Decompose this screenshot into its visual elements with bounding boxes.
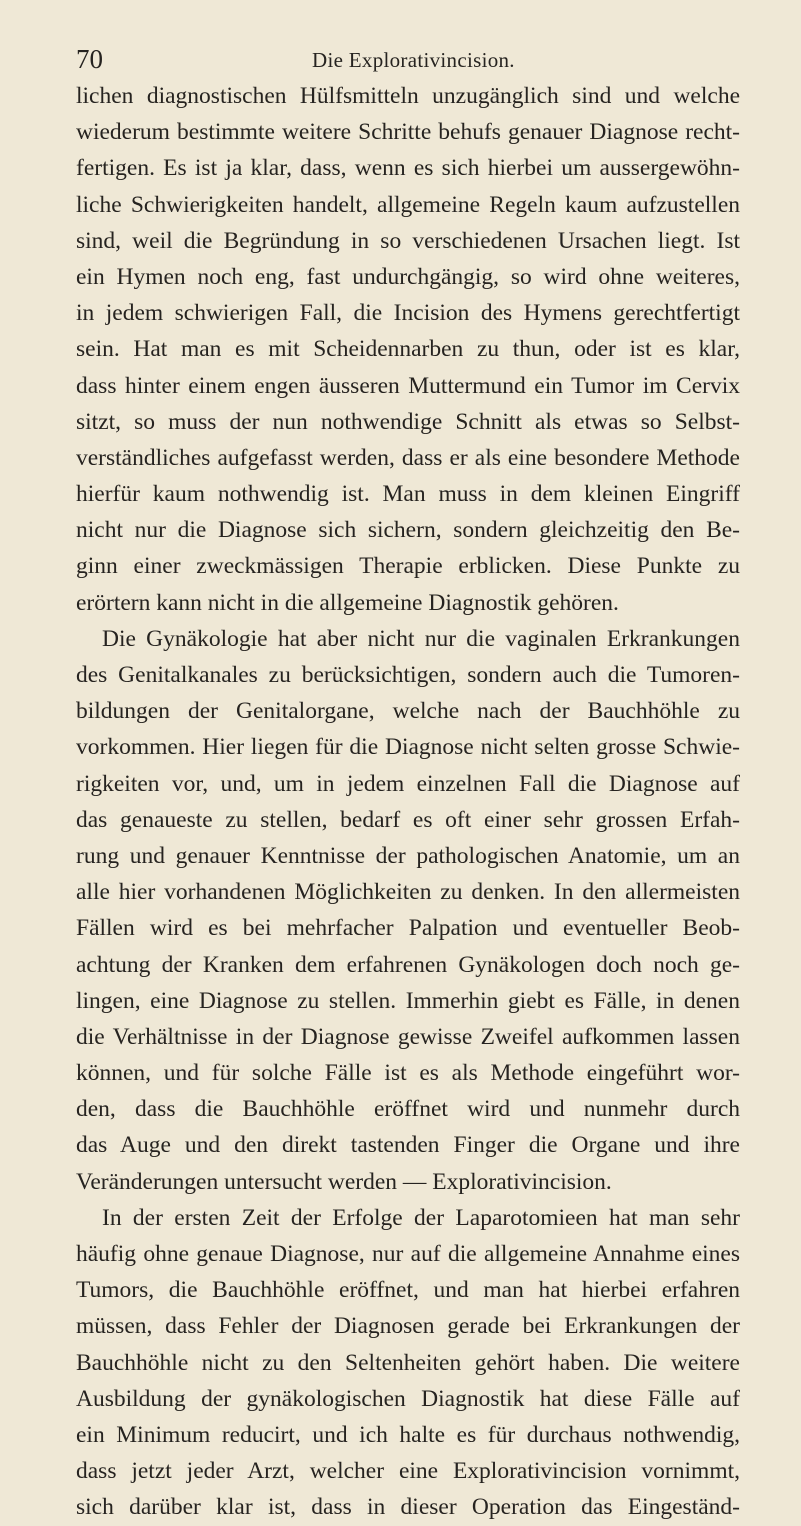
text-line: des Genitalkanales zu berücksichtigen, sondern auch die Tumoren- xyxy=(76,662,740,688)
text-line: hierfür kaum nothwendig ist. Man muss in dem kleinen Eingriff xyxy=(76,481,740,508)
text-line: können, und für solche Fälle ist es als Methode eingeführt wor- xyxy=(76,1060,740,1087)
text-line: alle hier vorhandenen Möglichkeiten zu denken. In den allermeisten xyxy=(76,879,740,906)
text-line: nicht nur die Diagnose sich sichern, sondern gleichzeitig den Be- xyxy=(76,517,740,544)
text-line: häufig ohne genaue Diagnose, nur auf die allgemeine Annahme eines xyxy=(76,1241,740,1267)
text-line: den, dass die Bauchhöhle eröffnet wird und nunmehr durch xyxy=(76,1096,740,1123)
text-line: in jedem schwierigen Fall, die Incision des Hymens gerechtfertigt xyxy=(76,300,740,327)
text-line: fertigen. Es ist ja klar, dass, wenn es sich hierbei um aussergewöhn- xyxy=(76,155,740,182)
text-line: Veränderungen untersucht werden — Explorativincision. xyxy=(76,1168,612,1195)
text-line: rung und genauer Kenntnisse der pathologischen Anatomie, um an xyxy=(76,842,740,869)
text-line: dass hinter einem engen äusseren Muttermund ein Tumor im Cervix xyxy=(76,372,740,399)
text-line: rigkeiten vor, und, um in jedem einzelnen Fall die Diagnose auf xyxy=(76,770,740,797)
text-line: wiederum bestimmte weitere Schritte behufs genauer Diagnose recht- xyxy=(76,119,740,146)
text-line: dass jetzt jeder Arzt, welcher eine Explorativincision vornimmt, xyxy=(76,1458,740,1485)
text-line: Bauchhöhle nicht zu den Seltenheiten gehört haben. Die weitere xyxy=(76,1349,740,1376)
body-text xyxy=(76,78,740,1526)
text-line: lingen, eine Diagnose zu stellen. Immerhin giebt es Fälle, in denen xyxy=(76,987,740,1014)
page-number: 70 xyxy=(76,44,103,74)
text-line: lichen diagnostischen Hülfsmitteln unzugänglich sind und welche xyxy=(76,83,740,109)
text-line: Die Gynäkologie hat aber nicht nur die vaginalen Erkrankungen xyxy=(102,625,740,652)
text-line: verständliches aufgefasst werden, dass er als eine besondere Methode xyxy=(76,444,740,471)
text-line: ein Hymen noch eng, fast undurchgängig, so wird ohne weiteres, xyxy=(76,263,740,290)
text-line: sitzt, so muss der nun nothwendige Schnitt als etwas so Selbst- xyxy=(76,408,740,435)
running-title: Die Explorativincision. xyxy=(312,48,515,72)
text-line: erörtern kann nicht in die allgemeine Diagnostik gehören. xyxy=(76,589,619,616)
text-line: achtung der Kranken dem erfahrenen Gynäkologen doch noch ge- xyxy=(76,951,740,978)
text-line: ginn einer zweckmässigen Therapie erblicken. Diese Punkte zu xyxy=(76,553,740,580)
text-line: Tumors, die Bauchhöhle eröffnet, und man hat hierbei erfahren xyxy=(76,1277,740,1304)
text-line: sich darüber klar ist, dass in dieser Operation das Eingeständ- xyxy=(76,1494,740,1521)
text-line: müssen, dass Fehler der Diagnosen gerade bei Erkrankungen der xyxy=(76,1313,740,1340)
text-line: Ausbildung der gynäkologischen Diagnostik hat diese Fälle auf xyxy=(76,1385,740,1412)
text-line: bildungen der Genitalorgane, welche nach der Bauchhöhle zu xyxy=(76,698,740,725)
text-line: sein. Hat man es mit Scheidennarben zu thun, oder ist es klar, xyxy=(76,336,740,363)
text-line: das genaueste zu stellen, bedarf es oft einer sehr grossen Erfah- xyxy=(76,806,740,833)
text-line: ein Minimum reducirt, und ich halte es für durchaus nothwendig, xyxy=(76,1421,740,1448)
running-head xyxy=(76,42,736,76)
text-line: liche Schwierigkeiten handelt, allgemeine Regeln kaum aufzustellen xyxy=(76,191,740,218)
text-line: das Auge und den direkt tastenden Finger die Organe und ihre xyxy=(76,1132,740,1159)
text-line: vorkommen. Hier liegen für die Diagnose nicht selten grosse Schwie- xyxy=(76,734,740,761)
text-line: sind, weil die Begründung in so verschiedenen Ursachen liegt. Ist xyxy=(76,227,740,254)
text-line: die Verhältnisse in der Diagnose gewisse Zweifel aufkommen lassen xyxy=(76,1023,740,1050)
text-line: In der ersten Zeit der Erfolge der Laparotomieen hat man sehr xyxy=(102,1204,740,1231)
text-line: Fällen wird es bei mehrfacher Palpation und eventueller Beob- xyxy=(76,915,740,942)
